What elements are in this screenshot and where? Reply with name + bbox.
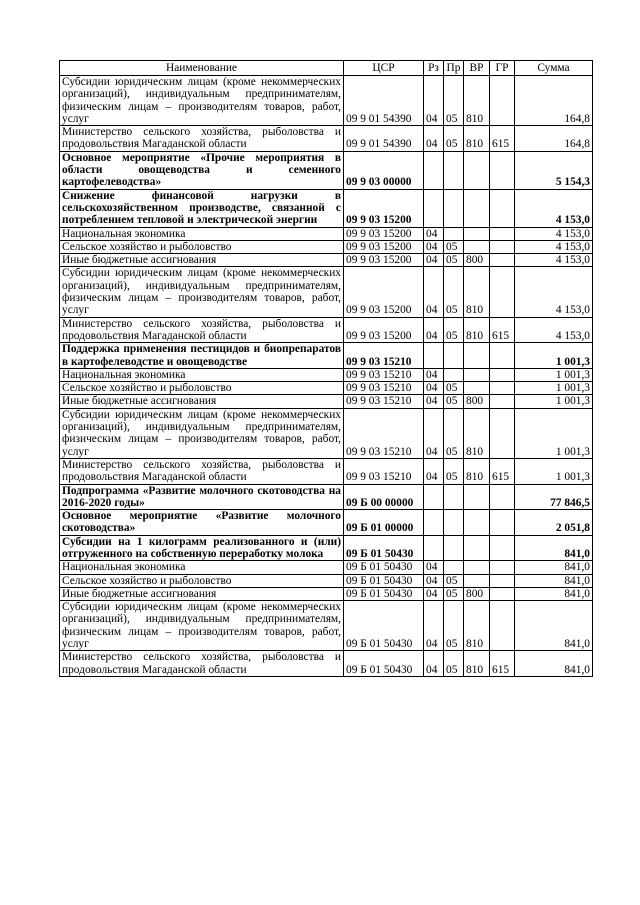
row-gr-cell — [490, 382, 515, 395]
row-name-cell: Субсидии юридическим лицам (кроме некоммерческих организаций), индивидуальным предпринимателям, физическим лицам – производителям товаров, работ, услуг — [60, 76, 344, 126]
table-row — [60, 254, 593, 267]
row-rz-cell: 04 — [424, 126, 444, 152]
row-sum-cell: 4 153,0 — [515, 317, 593, 343]
row-csr-cell: 09 9 03 15210 — [344, 408, 424, 458]
row-pr-cell: 05 — [444, 126, 464, 152]
table-row — [60, 574, 593, 587]
row-gr-cell — [490, 254, 515, 267]
row-csr-cell: 09 9 03 15210 — [344, 343, 424, 369]
row-name-cell: Основное мероприятие «Прочие мероприятия в области овощеводства и семенного картофелеводства» — [60, 151, 344, 189]
row-gr-cell: 615 — [490, 126, 515, 152]
row-sum-cell: 841,0 — [515, 561, 593, 574]
row-gr-cell: 615 — [490, 458, 515, 484]
row-vr-cell: 810 — [464, 408, 490, 458]
table-row — [60, 126, 593, 152]
row-csr-cell: 09 9 03 15200 — [344, 317, 424, 343]
row-pr-cell — [444, 189, 464, 227]
row-name-cell: Иные бюджетные ассигнования — [60, 395, 344, 408]
header-csr: ЦСР — [344, 61, 424, 76]
row-pr-cell — [444, 484, 464, 510]
row-pr-cell: 05 — [444, 254, 464, 267]
row-vr-cell: 810 — [464, 267, 490, 317]
row-sum-cell: 5 154,3 — [515, 151, 593, 189]
table-row — [60, 227, 593, 240]
row-rz-cell: 04 — [424, 76, 444, 126]
table-row — [60, 484, 593, 510]
budget-page — [59, 60, 593, 677]
row-rz-cell: 04 — [424, 408, 444, 458]
table-row — [60, 368, 593, 381]
row-vr-cell: 810 — [464, 651, 490, 677]
row-gr-cell — [490, 368, 515, 381]
row-csr-cell: 09 9 03 15210 — [344, 382, 424, 395]
row-gr-cell — [490, 587, 515, 600]
row-sum-cell: 1 001,3 — [515, 368, 593, 381]
row-rz-cell — [424, 484, 444, 510]
row-vr-cell: 810 — [464, 601, 490, 651]
row-rz-cell: 04 — [424, 227, 444, 240]
row-pr-cell: 05 — [444, 382, 464, 395]
row-csr-cell: 09 Б 01 50430 — [344, 587, 424, 600]
row-csr-cell: 09 9 03 15200 — [344, 189, 424, 227]
table-row — [60, 587, 593, 600]
row-csr-cell: 09 9 03 15210 — [344, 395, 424, 408]
row-rz-cell: 04 — [424, 267, 444, 317]
row-pr-cell: 05 — [444, 76, 464, 126]
row-csr-cell: 09 Б 01 50430 — [344, 601, 424, 651]
row-name-cell: Иные бюджетные ассигнования — [60, 254, 344, 267]
row-gr-cell — [490, 510, 515, 536]
row-pr-cell — [444, 535, 464, 561]
row-csr-cell: 09 9 03 15200 — [344, 240, 424, 253]
row-rz-cell — [424, 151, 444, 189]
row-gr-cell: 615 — [490, 651, 515, 677]
table-header-row — [60, 61, 593, 76]
table-row — [60, 651, 593, 677]
row-gr-cell: 615 — [490, 317, 515, 343]
table-row — [60, 458, 593, 484]
header-name: Наименование — [60, 61, 344, 76]
row-pr-cell — [444, 151, 464, 189]
row-gr-cell — [490, 151, 515, 189]
row-sum-cell: 841,0 — [515, 535, 593, 561]
row-sum-cell: 77 846,5 — [515, 484, 593, 510]
row-csr-cell: 09 Б 01 50430 — [344, 574, 424, 587]
table-row — [60, 240, 593, 253]
row-rz-cell: 04 — [424, 368, 444, 381]
row-rz-cell: 04 — [424, 240, 444, 253]
table-row — [60, 510, 593, 536]
row-name-cell: Министерство сельского хозяйства, рыболовства и продовольствия Магаданской области — [60, 317, 344, 343]
row-name-cell: Субсидии юридическим лицам (кроме некоммерческих организаций), индивидуальным предпринимателям, физическим лицам – производителям товаров, работ, услуг — [60, 601, 344, 651]
table-body — [60, 76, 593, 677]
row-vr-cell — [464, 574, 490, 587]
row-sum-cell: 1 001,3 — [515, 458, 593, 484]
budget-table — [59, 60, 593, 677]
row-sum-cell: 841,0 — [515, 587, 593, 600]
row-rz-cell — [424, 535, 444, 561]
row-vr-cell — [464, 484, 490, 510]
row-gr-cell — [490, 601, 515, 651]
row-gr-cell — [490, 189, 515, 227]
header-gr: ГР — [490, 61, 515, 76]
row-sum-cell: 4 153,0 — [515, 267, 593, 317]
row-vr-cell: 800 — [464, 587, 490, 600]
table-row — [60, 317, 593, 343]
row-name-cell: Сельское хозяйство и рыболовство — [60, 240, 344, 253]
row-vr-cell — [464, 227, 490, 240]
row-vr-cell: 810 — [464, 126, 490, 152]
row-sum-cell: 841,0 — [515, 574, 593, 587]
table-row — [60, 343, 593, 369]
header-vr: ВР — [464, 61, 490, 76]
row-csr-cell: 09 Б 00 00000 — [344, 484, 424, 510]
row-csr-cell: 09 9 01 54390 — [344, 76, 424, 126]
row-pr-cell: 05 — [444, 408, 464, 458]
row-pr-cell — [444, 510, 464, 536]
row-rz-cell: 04 — [424, 254, 444, 267]
row-rz-cell: 04 — [424, 601, 444, 651]
row-sum-cell: 4 153,0 — [515, 189, 593, 227]
row-sum-cell: 841,0 — [515, 601, 593, 651]
row-name-cell: Министерство сельского хозяйства, рыболовства и продовольствия Магаданской области — [60, 126, 344, 152]
row-gr-cell — [490, 408, 515, 458]
row-name-cell: Сельское хозяйство и рыболовство — [60, 382, 344, 395]
row-csr-cell: 09 9 03 15200 — [344, 267, 424, 317]
row-pr-cell: 05 — [444, 395, 464, 408]
row-vr-cell — [464, 382, 490, 395]
row-sum-cell: 1 001,3 — [515, 382, 593, 395]
row-vr-cell — [464, 561, 490, 574]
row-csr-cell: 09 9 03 15210 — [344, 368, 424, 381]
row-rz-cell: 04 — [424, 395, 444, 408]
row-sum-cell: 1 001,3 — [515, 408, 593, 458]
row-vr-cell — [464, 240, 490, 253]
row-pr-cell — [444, 227, 464, 240]
row-gr-cell — [490, 574, 515, 587]
row-vr-cell — [464, 368, 490, 381]
table-row — [60, 601, 593, 651]
row-csr-cell: 09 Б 01 00000 — [344, 510, 424, 536]
table-row — [60, 395, 593, 408]
row-gr-cell — [490, 240, 515, 253]
row-sum-cell: 841,0 — [515, 651, 593, 677]
row-csr-cell: 09 Б 01 50430 — [344, 535, 424, 561]
row-sum-cell: 1 001,3 — [515, 395, 593, 408]
row-vr-cell: 800 — [464, 254, 490, 267]
row-name-cell: Субсидии на 1 килограмм реализованного и (или) отгруженного на собственную переработку молока — [60, 535, 344, 561]
row-csr-cell: 09 9 03 15210 — [344, 458, 424, 484]
row-gr-cell — [490, 227, 515, 240]
row-sum-cell: 1 001,3 — [515, 343, 593, 369]
row-gr-cell — [490, 267, 515, 317]
table-row — [60, 561, 593, 574]
row-sum-cell: 4 153,0 — [515, 240, 593, 253]
row-csr-cell: 09 9 03 15200 — [344, 227, 424, 240]
header-rz: Рз — [424, 61, 444, 76]
row-gr-cell — [490, 535, 515, 561]
row-pr-cell: 05 — [444, 317, 464, 343]
table-row — [60, 151, 593, 189]
row-vr-cell — [464, 151, 490, 189]
row-name-cell: Национальная экономика — [60, 368, 344, 381]
row-name-cell: Субсидии юридическим лицам (кроме некоммерческих организаций), индивидуальным предпринимателям, физическим лицам – производителям товаров, работ, услуг — [60, 408, 344, 458]
row-pr-cell — [444, 561, 464, 574]
row-pr-cell — [444, 343, 464, 369]
row-name-cell: Министерство сельского хозяйства, рыболовства и продовольствия Магаданской области — [60, 458, 344, 484]
row-rz-cell: 04 — [424, 574, 444, 587]
row-pr-cell: 05 — [444, 574, 464, 587]
row-name-cell: Снижение финансовой нагрузки в сельскохозяйственном производстве, связанной с потреблением тепловой и электрической энергии — [60, 189, 344, 227]
row-sum-cell: 164,8 — [515, 126, 593, 152]
row-name-cell: Субсидии юридическим лицам (кроме некоммерческих организаций), индивидуальным предпринимателям, физическим лицам – производителям товаров, работ, услуг — [60, 267, 344, 317]
row-sum-cell: 4 153,0 — [515, 254, 593, 267]
row-gr-cell — [490, 561, 515, 574]
row-rz-cell: 04 — [424, 651, 444, 677]
row-rz-cell: 04 — [424, 317, 444, 343]
row-name-cell: Иные бюджетные ассигнования — [60, 587, 344, 600]
header-sum: Сумма — [515, 61, 593, 76]
row-vr-cell: 810 — [464, 76, 490, 126]
row-csr-cell: 09 Б 01 50430 — [344, 561, 424, 574]
row-pr-cell: 05 — [444, 267, 464, 317]
row-name-cell: Поддержка применения пестицидов и биопрепаратов в картофелеводстве и овощеводстве — [60, 343, 344, 369]
row-vr-cell — [464, 510, 490, 536]
row-gr-cell — [490, 343, 515, 369]
row-rz-cell: 04 — [424, 382, 444, 395]
row-name-cell: Основное мероприятие «Развитие молочного скотоводства» — [60, 510, 344, 536]
row-rz-cell: 04 — [424, 587, 444, 600]
row-pr-cell: 05 — [444, 651, 464, 677]
header-pr: Пр — [444, 61, 464, 76]
row-name-cell: Министерство сельского хозяйства, рыболовства и продовольствия Магаданской области — [60, 651, 344, 677]
row-pr-cell — [444, 368, 464, 381]
row-rz-cell: 04 — [424, 561, 444, 574]
row-pr-cell: 05 — [444, 458, 464, 484]
row-gr-cell — [490, 484, 515, 510]
row-pr-cell: 05 — [444, 601, 464, 651]
row-vr-cell — [464, 189, 490, 227]
table-row — [60, 535, 593, 561]
row-csr-cell: 09 9 03 00000 — [344, 151, 424, 189]
row-name-cell: Национальная экономика — [60, 561, 344, 574]
table-row — [60, 76, 593, 126]
table-row — [60, 382, 593, 395]
row-gr-cell — [490, 395, 515, 408]
row-rz-cell — [424, 343, 444, 369]
row-csr-cell: 09 9 01 54390 — [344, 126, 424, 152]
row-vr-cell: 810 — [464, 458, 490, 484]
row-name-cell: Сельское хозяйство и рыболовство — [60, 574, 344, 587]
row-csr-cell: 09 9 03 15200 — [344, 254, 424, 267]
row-name-cell: Подпрограмма «Развитие молочного скотоводства на 2016-2020 годы» — [60, 484, 344, 510]
table-row — [60, 189, 593, 227]
row-pr-cell: 05 — [444, 240, 464, 253]
row-vr-cell — [464, 343, 490, 369]
row-vr-cell: 810 — [464, 317, 490, 343]
row-vr-cell — [464, 535, 490, 561]
table-row — [60, 267, 593, 317]
row-name-cell: Национальная экономика — [60, 227, 344, 240]
row-sum-cell: 4 153,0 — [515, 227, 593, 240]
row-rz-cell — [424, 189, 444, 227]
row-rz-cell — [424, 510, 444, 536]
row-csr-cell: 09 Б 01 50430 — [344, 651, 424, 677]
table-row — [60, 408, 593, 458]
row-gr-cell — [490, 76, 515, 126]
row-sum-cell: 164,8 — [515, 76, 593, 126]
row-rz-cell: 04 — [424, 458, 444, 484]
row-sum-cell: 2 051,8 — [515, 510, 593, 536]
row-vr-cell: 800 — [464, 395, 490, 408]
row-pr-cell: 05 — [444, 587, 464, 600]
